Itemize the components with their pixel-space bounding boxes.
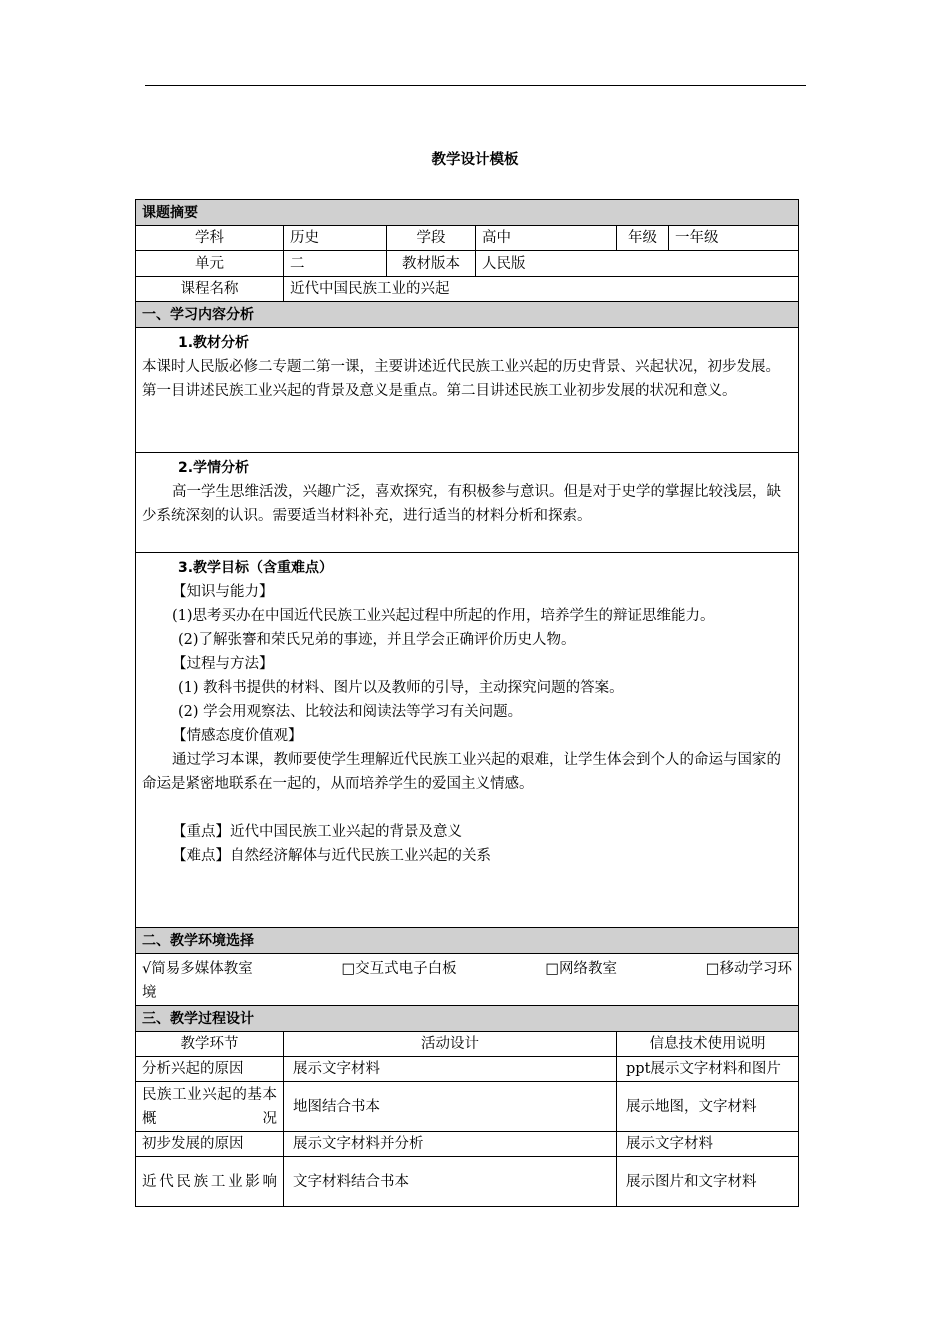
option-mobile-learning-wrap: 境 xyxy=(142,985,157,1001)
process-heading: 【过程与方法】 xyxy=(172,656,274,672)
learner-analysis-cell xyxy=(136,453,799,553)
table-row-cell: 展示文字材料 xyxy=(284,1057,617,1082)
key-point: 【重点】近代中国民族工业兴起的背景及意义 xyxy=(172,824,462,840)
emotion-text: 通过学习本课，教师要使学生理解近代民族工业兴起的艰难，让学生体会到个人的命运与国家的命运是紧密地联系在一起的，从而培养学生的爱国主义情感。 xyxy=(142,752,781,792)
stage-value: 高中 xyxy=(476,226,617,251)
table-row-cell: 展示文字材料并分析 xyxy=(284,1132,617,1157)
option-mobile-learning: □移动学习环 xyxy=(705,961,792,977)
table-row-cell: 展示文字材料 xyxy=(617,1132,799,1157)
stage-label: 学段 xyxy=(387,226,476,251)
option-interactive-whiteboard: □交互式电子白板 xyxy=(341,961,457,977)
textbook-analysis-cell xyxy=(136,328,799,453)
unit-label: 单元 xyxy=(136,251,284,277)
process-heading-row: 三、教学过程设计 xyxy=(136,1006,799,1032)
analysis-heading: 一、学习内容分析 xyxy=(136,302,799,328)
table-row-cell: 近代民族工业影响 xyxy=(136,1157,284,1207)
lesson-design-table xyxy=(135,199,799,1207)
learner-analysis-text: 高一学生思维活泼，兴趣广泛，喜欢探究，有积极参与意识。但是对于史学的掌握比较浅层，缺少系统深刻的认识。需要适当材料补充，进行适当的材料分析和探索。 xyxy=(142,484,781,524)
course-label: 课程名称 xyxy=(136,277,284,302)
subject-value: 历史 xyxy=(284,226,387,251)
environment-options-cell xyxy=(136,954,799,1006)
knowledge-heading: 【知识与能力】 xyxy=(172,584,274,600)
col-header-step: 教学环节 xyxy=(136,1032,284,1057)
edition-value: 人民版 xyxy=(476,251,799,277)
option-network-classroom: □网络教室 xyxy=(545,961,618,977)
edition-label: 教材版本 xyxy=(387,251,476,277)
process-item-2: (2) 学会用观察法、比较法和阅读法等学习有关问题。 xyxy=(178,704,523,720)
table-row-cell: ppt展示文字材料和图片 xyxy=(617,1057,799,1082)
environment-heading: 二、教学环境选择 xyxy=(136,928,799,954)
table-row-cell: 初步发展的原因 xyxy=(136,1132,284,1157)
textbook-analysis-title: 1.教材分析 xyxy=(178,335,250,351)
grade-label: 年级 xyxy=(617,226,669,251)
knowledge-item-2: (2)了解张謇和荣氏兄弟的事迹，并且学会正确评价历史人物。 xyxy=(178,632,576,648)
teaching-goals-cell xyxy=(136,553,799,928)
learner-analysis-title: 2.学情分析 xyxy=(178,460,250,476)
summary-heading: 课题摘要 xyxy=(136,200,799,226)
option-simple-multimedia: √简易多媒体教室 xyxy=(142,961,253,977)
col-header-activity: 活动设计 xyxy=(284,1032,617,1057)
col-header-it-usage: 信息技术使用说明 xyxy=(617,1032,799,1057)
table-row-cell: 分析兴起的原因 xyxy=(136,1057,284,1082)
grade-value: 一年级 xyxy=(669,226,799,251)
table-row-cell: 民族工业兴起的基本概况 xyxy=(136,1082,284,1132)
difficulty-point: 【难点】自然经济解体与近代民族工业兴起的关系 xyxy=(172,848,491,864)
process-item-1: (1) 教科书提供的材料、图片以及教师的引导，主动探究问题的答案。 xyxy=(178,680,624,696)
table-row-cell: 展示图片和文字材料 xyxy=(617,1157,799,1207)
header-rule xyxy=(145,85,806,86)
table-row-cell: 地图结合书本 xyxy=(284,1082,617,1132)
course-value: 近代中国民族工业的兴起 xyxy=(284,277,799,302)
subject-label: 学科 xyxy=(136,226,284,251)
textbook-analysis-text: 本课时人民版必修二专题二第一课，主要讲述近代民族工业兴起的历史背景、兴起状况，初步发展。第一目讲述民族工业兴起的背景及意义是重点。第二目讲述民族工业初步发展的状况和意义。 xyxy=(142,359,780,399)
table-row-cell: 文字材料结合书本 xyxy=(284,1157,617,1207)
knowledge-item-1: (1)思考买办在中国近代民族工业兴起过程中所起的作用，培养学生的辩证思维能力。 xyxy=(172,608,715,624)
table-row-cell: 展示地图，文字材料 xyxy=(617,1082,799,1132)
document-title: 教学设计模板 xyxy=(431,152,519,168)
teaching-goals-title: 3.教学目标（含重难点） xyxy=(178,560,334,576)
environment-options-row xyxy=(142,957,792,981)
emotion-heading: 【情感态度价值观】 xyxy=(172,728,303,744)
unit-value: 二 xyxy=(284,251,387,277)
